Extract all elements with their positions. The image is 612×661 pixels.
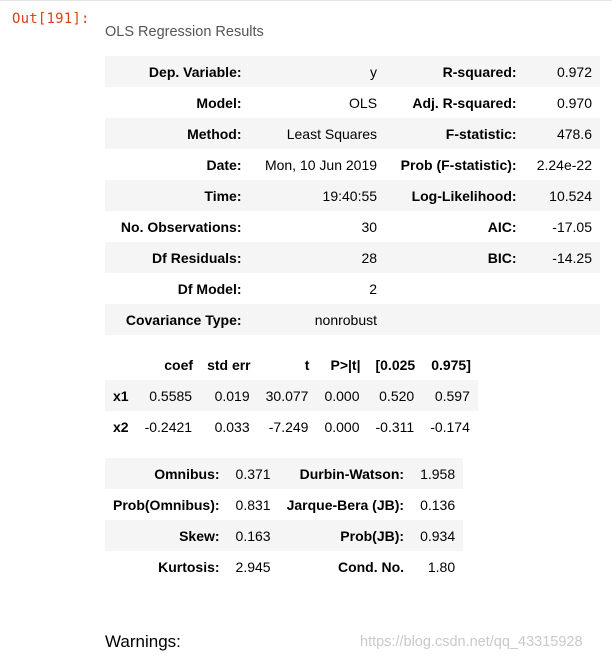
summary-label-left: Dep. Variable:: [105, 56, 250, 87]
summary-value-right: -14.25: [525, 242, 600, 273]
diag-value-left: 2.945: [228, 551, 279, 582]
diagnostics-row: [105, 520, 463, 551]
summary-label-left: Time:: [105, 180, 250, 211]
coef-column-header: P>|t|: [330, 356, 361, 373]
diag-label-left: Prob(Omnibus):: [105, 489, 228, 520]
diag-label-right: Jarque-Bera (JB):: [279, 489, 412, 520]
summary-value-left: y: [250, 56, 386, 87]
coef-cell: 0.019: [200, 380, 258, 411]
summary-label-right: [385, 273, 525, 304]
summary-label-right: [385, 304, 525, 335]
diag-value-right: 1.80: [412, 551, 463, 582]
coef-cell: 30.077: [258, 380, 317, 411]
summary-row: [105, 211, 600, 242]
summary-value-right: 0.970: [525, 87, 600, 118]
summary-value-left: nonrobust: [250, 304, 386, 335]
diag-value-left: 0.371: [228, 458, 279, 489]
coef-cell: 0.000: [316, 380, 367, 411]
summary-label-right: BIC:: [385, 242, 525, 273]
coef-cell: -0.174: [422, 411, 478, 442]
summary-label-left: Model:: [105, 87, 250, 118]
warnings-heading: Warnings:: [105, 632, 181, 651]
diag-value-right: 0.136: [412, 489, 463, 520]
coef-cell: 0.520: [368, 380, 423, 411]
summary-value-left: 2: [250, 273, 386, 304]
results-caption: OLS Regression Results: [105, 24, 264, 40]
coef-column-header: t: [304, 356, 310, 373]
cell-top-border: [0, 0, 612, 1]
summary-label-right: AIC:: [385, 211, 525, 242]
coef-row: [105, 380, 478, 411]
summary-value-left: 19:40:55: [250, 180, 386, 211]
summary-row: [105, 87, 600, 118]
summary-value-right: 10.524: [525, 180, 600, 211]
coefficient-table: [105, 349, 478, 442]
summary-value-left: 30: [250, 211, 386, 242]
summary-row: [105, 180, 600, 211]
summary-value-right: -17.05: [525, 211, 600, 242]
coef-cell: -0.2421: [137, 411, 200, 442]
diag-label-right: Durbin-Watson:: [279, 458, 412, 489]
diag-value-left: 0.163: [228, 520, 279, 551]
summary-label-left: Df Model:: [105, 273, 250, 304]
diag-value-right: 0.934: [412, 520, 463, 551]
summary-label-left: Df Residuals:: [105, 242, 250, 273]
coef-column-header: std err: [207, 356, 251, 373]
summary-label-right: F-statistic:: [385, 118, 525, 149]
coef-row: [105, 411, 478, 442]
diagnostics-row: [105, 489, 463, 520]
summary-label-left: No. Observations:: [105, 211, 250, 242]
summary-label-left: Date:: [105, 149, 250, 180]
summary-value-left: OLS: [250, 87, 386, 118]
coef-cell: -7.249: [258, 411, 317, 442]
summary-value-right: 2.24e-22: [525, 149, 600, 180]
summary-row: [105, 273, 600, 304]
summary-label-right: Prob (F-statistic):: [385, 149, 525, 180]
coef-cell: 0.000: [316, 411, 367, 442]
summary-value-left: 28: [250, 242, 386, 273]
diag-label-left: Skew:: [105, 520, 228, 551]
summary-label-left: Covariance Type:: [105, 304, 250, 335]
diag-label-right: Prob(JB):: [279, 520, 412, 551]
coef-cell: 0.5585: [137, 380, 200, 411]
diag-label-right: Cond. No.: [279, 551, 412, 582]
diagnostics-table: [105, 458, 463, 582]
coef-variable-name: x2: [105, 411, 137, 442]
coef-column-header: [0.025: [375, 356, 416, 373]
summary-value-left: Least Squares: [250, 118, 386, 149]
summary-value-right: 0.972: [525, 56, 600, 87]
summary-label-right: R-squared:: [385, 56, 525, 87]
summary-label-left: Method:: [105, 118, 250, 149]
diag-label-left: Omnibus:: [105, 458, 228, 489]
summary-row: [105, 149, 600, 180]
summary-row: [105, 56, 600, 87]
summary-value-right: [525, 304, 600, 335]
diag-value-left: 0.831: [228, 489, 279, 520]
diag-label-left: Kurtosis:: [105, 551, 228, 582]
coef-cell: 0.597: [422, 380, 478, 411]
coef-variable-name: x1: [105, 380, 137, 411]
watermark-text: https://blog.csdn.net/qq_43315928: [360, 634, 583, 650]
diagnostics-row: [105, 551, 463, 582]
coef-cell: -0.311: [368, 411, 423, 442]
summary-table: [105, 56, 600, 335]
diag-value-right: 1.958: [412, 458, 463, 489]
diagnostics-row: [105, 458, 463, 489]
output-prompt: Out[191]:: [12, 11, 90, 27]
summary-value-right: 478.6: [525, 118, 600, 149]
summary-label-right: Adj. R-squared:: [385, 87, 525, 118]
summary-label-right: Log-Likelihood:: [385, 180, 525, 211]
coef-cell: 0.033: [200, 411, 258, 442]
coef-column-header: [105, 349, 137, 380]
summary-row: [105, 304, 600, 335]
coef-column-header: coef: [164, 356, 194, 373]
summary-row: [105, 118, 600, 149]
coef-column-header: 0.975]: [431, 356, 471, 373]
summary-value-right: [525, 273, 600, 304]
summary-value-left: Mon, 10 Jun 2019: [250, 149, 386, 180]
summary-row: [105, 242, 600, 273]
